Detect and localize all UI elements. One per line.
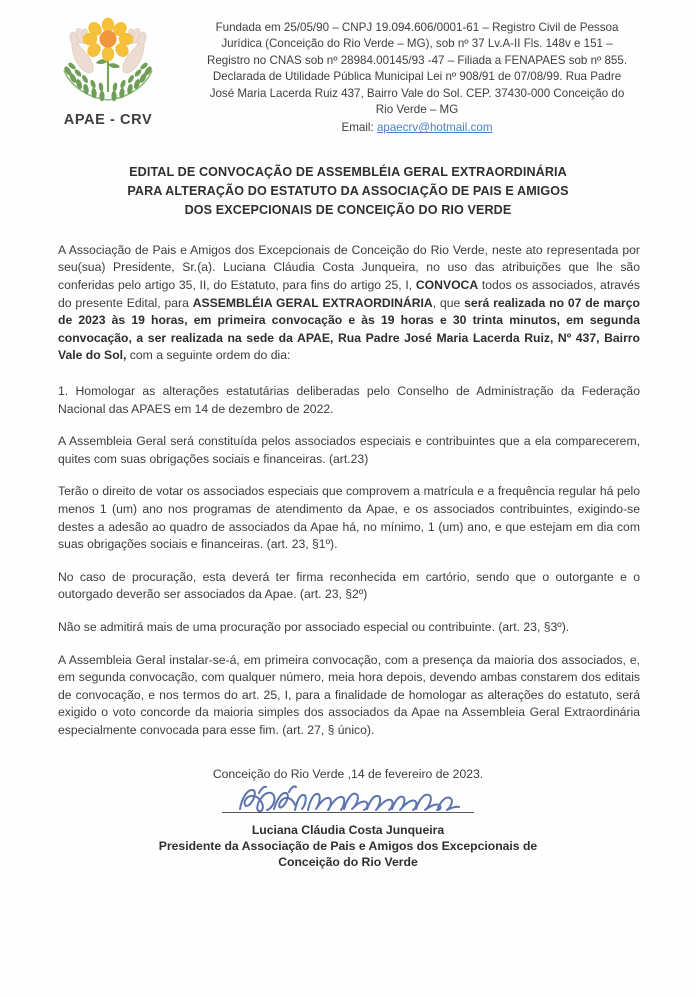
letterhead-info-block <box>170 10 666 137</box>
paragraph-quorum-and-approval: A Assembleia Geral instalar-se-á, em primeira convocação, com a presença da maioria dos associados, e, em segunda convocação, com qualquer número, meia hora depois, devendo ambas constarem dos editais de convocação, e nos termos do art. 25, I, para a finalidade de homologar as alterações do estatuto, será exigido o voto concorde da maioria simples dos associados da Apae na Assembleia Geral Extraordinária especialmente convocada para esse fim. (art. 27, § único). <box>58 652 640 737</box>
letterhead-line-4: Declarada de Utilidade Pública Municipal Lei nº 908/91 de 07/08/99. Rua Padre <box>212 70 622 84</box>
letterhead <box>0 0 696 137</box>
signer-role <box>0 838 696 871</box>
p1-segment-4: com a seguinte ordem do dia: <box>126 348 291 363</box>
paragraph-agenda-item-1: 1. Homologar as alterações estatutárias deliberadas pelo Conselho de Administração da Federação Nacional das APAES em 14 de dezembro de 2022. <box>58 384 640 416</box>
title-line-2: PARA ALTERAÇÃO DO ESTATUTO DA ASSOCIAÇÃO DE PAIS E AMIGOS <box>127 183 569 198</box>
apae-sunflower-hands-laurel-logo <box>50 16 166 108</box>
paragraph-assembly-composition: A Assembleia Geral será constituída pelos associados especiais e contribuintes que a ela comparecerem, quites com suas obrigações sociais e financeiras. (art.23) <box>58 434 640 466</box>
closing-block <box>0 767 696 871</box>
title-line-1: EDITAL DE CONVOCAÇÃO DE ASSEMBLÉIA GERAL EXTRAORDINÁRIA <box>129 164 567 179</box>
p1-segment-3: , que <box>432 295 465 310</box>
organization-logo <box>46 10 170 128</box>
place-and-date: Conceição do Rio Verde ,14 de fevereiro de 2023. <box>212 766 484 781</box>
paragraph-convocation <box>58 242 640 365</box>
paragraph-voting-rights: Terão o direito de votar os associados especiais que comprovem a matrícula e a frequência regular há pelo menos 1 (um) ano nos programas de atendimento da Apae, e os associados contribuintes, exigindo-se destes a adesão ao quadro de associados da Apae há, no mínimo, 1 (um) ano, e que estejam em dia com suas obrigações sociais e financeiras. (art. 23, §1º). <box>58 484 640 552</box>
letterhead-line-1: Fundada em 25/05/90 – CNPJ 19.094.606/0001-61 – Registro Civil de Pessoa <box>215 21 619 34</box>
document-title <box>58 163 638 220</box>
email-link[interactable]: apaecrv@hotmail.com <box>376 121 493 135</box>
paragraph-proxy-notarization: No caso de procuração, esta deverá ter firma reconhecida em cartório, sendo que o outorgante e o outorgado deverão ser associados da Apae. (art. 23, §2º) <box>58 569 640 602</box>
letterhead-line-5: José Maria Lacerda Ruiz 437, Bairro Vale do Sol. CEP. 37430-000 Conceição do <box>209 86 625 100</box>
signature-line <box>222 812 474 813</box>
letterhead-line-3: Registro no CNAS sob nº 28984.00145/93 -47 – Filiada a FENAPAES sob nº 855. <box>206 53 628 67</box>
p1-segment-1: A Associação de Pais e Amigos dos Excepcionais de Conceição do Rio Verde, neste ato representada por seu(sua) Presidente, Sr.(a). Luciana Cláudia Costa Junqueira, no uso das atribuições que lhe são conferidas pelo artigo 35, II, do Estatuto, para fins do artigo 25, I, <box>58 242 640 293</box>
email-label: Email: <box>341 121 374 135</box>
p1-bold-convoca: CONVOCA <box>415 278 479 293</box>
p1-bold-datetime-place: será realizada no 07 de março de 2023 às 19 horas, em primeira convocação e às 19 horas e 30 trinta minutos, em segunda convocação, a ser realizada na sede da APAE, Rua Padre José Maria Lacerda Ruiz, Nº 437, Bairro Vale do Sol, <box>58 295 640 363</box>
email-line <box>174 120 660 136</box>
signer-name: Luciana Cláudia Costa Junqueira <box>251 822 445 837</box>
paragraph-proxy-limit: Não se admitirá mais de uma procuração por associado especial ou contribuinte. (art. 23, §3º). <box>58 619 570 634</box>
title-line-3: DOS EXCEPCIONAIS DE CONCEIÇÃO DO RIO VERDE <box>184 202 512 217</box>
signer-role-line-1: Presidente da Associação de Pais e Amigos dos Excepcionais de <box>158 838 538 853</box>
p1-segment-2: todos os associados, através do presente Edital, para <box>58 278 641 310</box>
signer-role-line-2: Conceição do Rio Verde <box>278 855 418 869</box>
signature-area <box>198 787 498 821</box>
letterhead-line-2: Jurídica (Conceição do Rio Verde – MG), sob nº 37 Lv.A-II Fls. 148v e 151 – <box>221 37 613 51</box>
document-body <box>58 242 640 740</box>
p1-bold-assembleia: ASSEMBLÉIA GERAL EXTRAORDINÁRIA <box>192 295 433 310</box>
logo-caption: APAE - CRV <box>63 112 153 128</box>
letterhead-line-6: Rio Verde – MG <box>375 103 459 117</box>
